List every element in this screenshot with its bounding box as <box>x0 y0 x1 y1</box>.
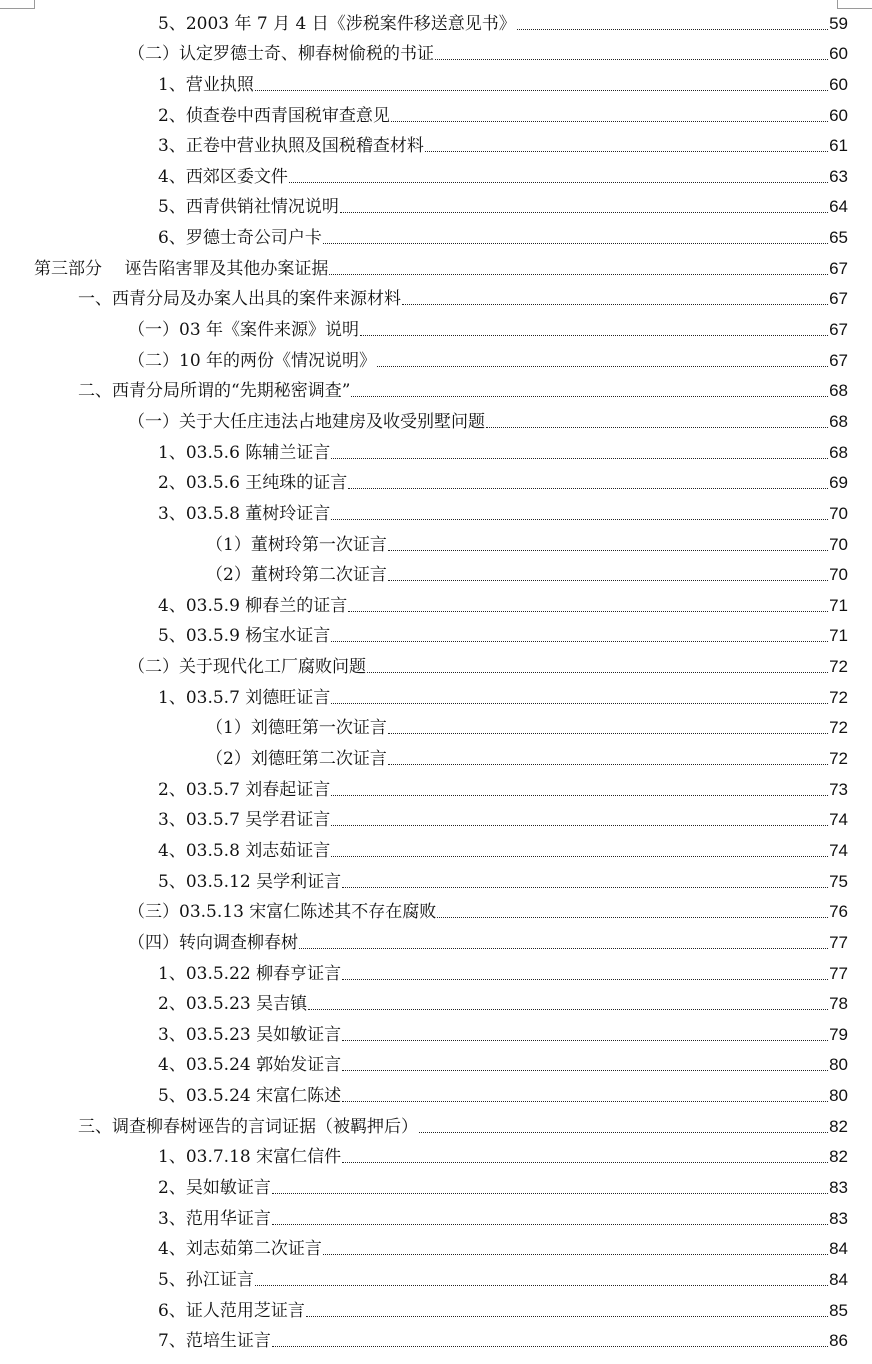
toc-entry-title: （三）03.5.13 宋富仁陈述其不存在腐败 <box>128 902 437 923</box>
toc-entry[interactable] <box>0 893 872 924</box>
toc-entry[interactable] <box>0 1138 872 1169</box>
toc-entry[interactable] <box>0 862 872 893</box>
toc-page-number: 61 <box>829 136 848 156</box>
toc-entry-title: 5、孙江证言 <box>158 1269 254 1290</box>
toc-page-number: 84 <box>829 1269 848 1289</box>
toc-entry[interactable] <box>0 188 872 219</box>
toc-entry-title: 4、03.5.24 郭始发证言 <box>158 1055 342 1076</box>
toc-entry[interactable] <box>0 1076 872 1107</box>
dot-leader <box>391 121 828 122</box>
toc-page-number: 77 <box>829 932 848 952</box>
toc-entry[interactable] <box>0 1322 872 1353</box>
toc-entry-title: 5、03.5.9 杨宝水证言 <box>158 626 331 647</box>
dot-leader <box>272 1346 828 1347</box>
toc-entry[interactable] <box>0 4 872 35</box>
toc-page-number: 67 <box>829 320 848 340</box>
dot-leader <box>331 703 828 704</box>
dot-leader <box>299 948 828 949</box>
toc-entry-title: 5、2003 年 7 月 4 日《涉税案件移送意见书》 <box>158 13 516 34</box>
toc-entry[interactable] <box>0 127 872 158</box>
toc-entry-title: 1、营业执照 <box>158 74 254 95</box>
toc-entry-title: （四）转向调查柳春树 <box>128 932 298 953</box>
toc-entry[interactable] <box>0 96 872 127</box>
dot-leader <box>342 1101 828 1102</box>
toc-entry-title: 4、03.5.9 柳春兰的证言 <box>158 595 348 616</box>
dot-leader <box>437 917 828 918</box>
toc-entry-title: 三、调查柳春树诬告的言词证据（被羁押后） <box>78 1116 418 1137</box>
dot-leader <box>331 795 828 796</box>
dot-leader <box>272 1193 828 1194</box>
dot-leader <box>342 1040 828 1041</box>
toc-entry-title: 5、西青供销社情况说明 <box>158 197 339 218</box>
toc-page-number: 59 <box>829 13 848 33</box>
dot-leader <box>323 243 828 244</box>
toc-entry-title: 1、03.5.22 柳春亨证言 <box>158 963 342 984</box>
toc-entry-title: 4、西郊区委文件 <box>158 166 288 187</box>
toc-page-number: 71 <box>829 626 848 646</box>
toc-entry[interactable] <box>0 1046 872 1077</box>
toc-entry-title: 3、正卷中营业执照及国税稽查材料 <box>158 136 424 157</box>
toc-entry[interactable] <box>0 372 872 403</box>
toc-page-number: 72 <box>829 657 848 677</box>
toc-entry-title: 7、范培生证言 <box>158 1331 271 1352</box>
toc-entry[interactable] <box>0 402 872 433</box>
dot-leader <box>331 641 828 642</box>
toc-page-number: 68 <box>829 442 848 462</box>
toc-entry-title: 二、西青分局所谓的“先期秘密调查” <box>78 381 351 402</box>
toc-entry[interactable] <box>0 433 872 464</box>
toc-page-number: 64 <box>829 197 848 217</box>
toc-entry-title: 1、03.7.18 宋富仁信件 <box>158 1147 342 1168</box>
table-of-contents <box>0 4 872 1352</box>
dot-leader <box>255 1285 828 1286</box>
dot-leader <box>306 1316 828 1317</box>
dot-leader <box>323 1254 828 1255</box>
toc-page-number: 74 <box>829 810 848 830</box>
dot-leader <box>377 366 828 367</box>
toc-entry[interactable] <box>0 739 872 770</box>
toc-entry[interactable] <box>0 525 872 556</box>
toc-entry[interactable] <box>0 249 872 280</box>
toc-entry[interactable] <box>0 280 872 311</box>
toc-entry-title: （2）董树玲第二次证言 <box>206 565 387 586</box>
toc-page-number: 70 <box>829 565 848 585</box>
toc-entry-title: 1、03.5.7 刘德旺证言 <box>158 687 331 708</box>
toc-entry-title: （一）关于大任庄违法占地建房及收受别墅问题 <box>128 411 485 432</box>
toc-entry-title: （二）关于现代化工厂腐败问题 <box>128 657 366 678</box>
toc-page-number: 68 <box>829 381 848 401</box>
toc-entry[interactable] <box>0 617 872 648</box>
dot-leader <box>272 1224 828 1225</box>
toc-page-number: 83 <box>829 1177 848 1197</box>
toc-entry[interactable] <box>0 1260 872 1291</box>
toc-page-number: 82 <box>829 1147 848 1167</box>
toc-entry[interactable] <box>0 1230 872 1261</box>
toc-entry-title: 2、03.5.23 吴吉镇 <box>158 994 308 1015</box>
toc-entry-title: 第三部分 诬告陷害罪及其他办案证据 <box>34 258 329 279</box>
dot-leader <box>342 979 828 980</box>
dot-leader <box>435 59 828 60</box>
toc-page-number: 82 <box>829 1116 848 1136</box>
toc-page-number: 84 <box>829 1239 848 1259</box>
toc-entry[interactable] <box>0 218 872 249</box>
dot-leader <box>348 611 828 612</box>
toc-page-number: 72 <box>829 749 848 769</box>
dot-leader <box>388 764 828 765</box>
toc-page-number: 80 <box>829 1055 848 1075</box>
toc-page-number: 75 <box>829 871 848 891</box>
toc-entry-title: （2）刘德旺第二次证言 <box>206 749 387 770</box>
toc-page-number: 86 <box>829 1331 848 1351</box>
toc-entry-title: （一）03 年《案件来源》说明 <box>128 320 360 341</box>
dot-leader <box>342 1162 828 1163</box>
toc-entry-title: 一、西青分局及办案人出具的案件来源材料 <box>78 289 401 310</box>
dot-leader <box>331 519 828 520</box>
toc-page-number: 85 <box>829 1300 848 1320</box>
toc-entry-title: 3、03.5.23 吴如敏证言 <box>158 1024 342 1045</box>
toc-page-number: 73 <box>829 779 848 799</box>
toc-entry-title: 4、刘志茹第二次证言 <box>158 1239 322 1260</box>
toc-entry[interactable] <box>0 954 872 985</box>
toc-entry[interactable] <box>0 678 872 709</box>
toc-page-number: 67 <box>829 350 848 370</box>
toc-entry-title: （二）认定罗德士奇、柳春树偷税的书证 <box>128 44 434 65</box>
toc-entry[interactable] <box>0 770 872 801</box>
toc-entry[interactable] <box>0 464 872 495</box>
toc-page-number: 70 <box>829 534 848 554</box>
toc-entry[interactable] <box>0 310 872 341</box>
toc-entry[interactable] <box>0 341 872 372</box>
toc-entry-title: （1）董树玲第一次证言 <box>206 534 387 555</box>
toc-entry-title: 2、03.5.6 王纯珠的证言 <box>158 473 348 494</box>
toc-page-number: 63 <box>829 166 848 186</box>
toc-entry-title: 2、03.5.7 刘春起证言 <box>158 779 331 800</box>
dot-leader <box>360 335 828 336</box>
toc-entry-title: 1、03.5.6 陈辅兰证言 <box>158 442 331 463</box>
dot-leader <box>419 1132 828 1133</box>
dot-leader <box>425 151 828 152</box>
dot-leader <box>388 580 828 581</box>
toc-page-number: 78 <box>829 994 848 1014</box>
toc-entry-title: （二）10 年的两份《情况说明》 <box>128 350 377 371</box>
toc-entry-title: 6、罗德士奇公司户卡 <box>158 228 322 249</box>
dot-leader <box>331 458 828 459</box>
toc-page-number: 76 <box>829 902 848 922</box>
toc-entry[interactable] <box>0 494 872 525</box>
toc-entry-title: 4、03.5.8 刘志茹证言 <box>158 840 331 861</box>
toc-entry[interactable] <box>0 1291 872 1322</box>
toc-entry[interactable] <box>0 831 872 862</box>
toc-page-number: 69 <box>829 473 848 493</box>
toc-entry[interactable] <box>0 801 872 832</box>
toc-entry[interactable] <box>0 1168 872 1199</box>
toc-entry[interactable] <box>0 157 872 188</box>
dot-leader <box>331 856 828 857</box>
dot-leader <box>331 825 828 826</box>
toc-page-number: 68 <box>829 411 848 431</box>
toc-page-number: 71 <box>829 595 848 615</box>
dot-leader <box>342 887 828 888</box>
toc-page-number: 79 <box>829 1024 848 1044</box>
toc-page-number: 72 <box>829 687 848 707</box>
toc-entry[interactable] <box>0 65 872 96</box>
dot-leader <box>342 1070 828 1071</box>
dot-leader <box>348 488 828 489</box>
toc-entry-title: 2、吴如敏证言 <box>158 1177 271 1198</box>
toc-page-number: 60 <box>829 74 848 94</box>
toc-entry-title: 3、03.5.7 吴学君证言 <box>158 810 331 831</box>
toc-entry-title: 3、范用华证言 <box>158 1208 271 1229</box>
dot-leader <box>367 672 828 673</box>
toc-page-number: 65 <box>829 228 848 248</box>
toc-entry-title: 3、03.5.8 董树玲证言 <box>158 503 331 524</box>
dot-leader <box>486 427 828 428</box>
toc-page-number: 70 <box>829 503 848 523</box>
toc-entry[interactable] <box>0 985 872 1016</box>
toc-entry-title: 6、证人范用芝证言 <box>158 1300 305 1321</box>
toc-entry[interactable] <box>0 1107 872 1138</box>
dot-leader <box>351 396 828 397</box>
toc-page-number: 67 <box>829 258 848 278</box>
toc-entry[interactable] <box>0 1015 872 1046</box>
toc-page-number: 80 <box>829 1086 848 1106</box>
dot-leader <box>388 550 828 551</box>
dot-leader <box>329 274 828 275</box>
dot-leader <box>388 733 828 734</box>
toc-entry[interactable] <box>0 556 872 587</box>
dot-leader <box>517 29 828 30</box>
dot-leader <box>340 212 828 213</box>
toc-page-number: 74 <box>829 840 848 860</box>
toc-entry-title: （1）刘德旺第一次证言 <box>206 718 387 739</box>
dot-leader <box>289 182 828 183</box>
toc-page-number: 60 <box>829 105 848 125</box>
toc-entry[interactable] <box>0 709 872 740</box>
toc-entry-title: 5、03.5.12 吴学利证言 <box>158 871 342 892</box>
dot-leader <box>308 1009 828 1010</box>
toc-page-number: 60 <box>829 44 848 64</box>
toc-entry-title: 2、侦查卷中西青国税审查意见 <box>158 105 390 126</box>
dot-leader <box>255 90 828 91</box>
dot-leader <box>402 304 828 305</box>
toc-page-number: 72 <box>829 718 848 738</box>
toc-page-number: 67 <box>829 289 848 309</box>
toc-entry[interactable] <box>0 923 872 954</box>
toc-page-number: 77 <box>829 963 848 983</box>
toc-entry[interactable] <box>0 647 872 678</box>
toc-entry[interactable] <box>0 586 872 617</box>
toc-entry-title: 5、03.5.24 宋富仁陈述 <box>158 1086 342 1107</box>
toc-entry[interactable] <box>0 35 872 66</box>
toc-page-number: 83 <box>829 1208 848 1228</box>
toc-entry[interactable] <box>0 1199 872 1230</box>
